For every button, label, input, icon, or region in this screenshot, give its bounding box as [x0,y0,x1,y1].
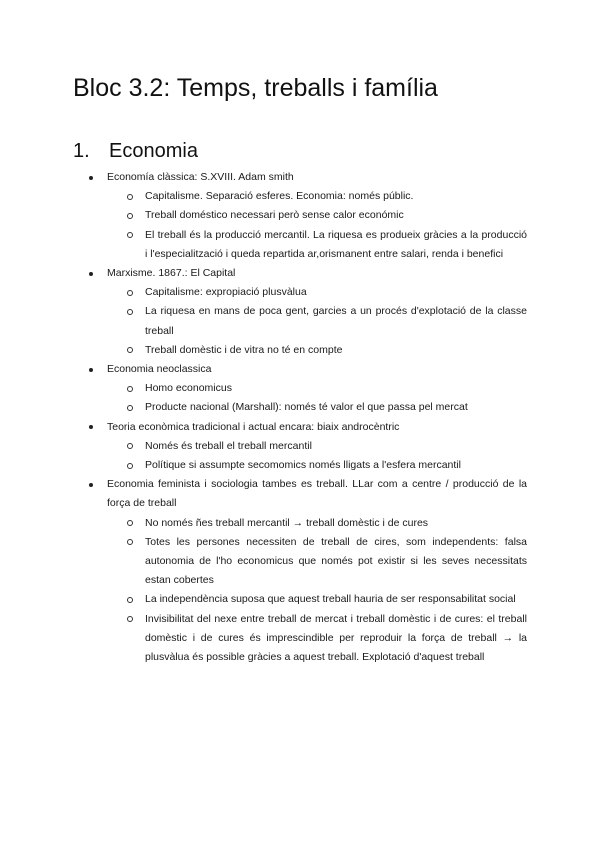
section-title: Economia [109,140,198,162]
sub-list-item: Capitalisme: expropiació plusvàlua [0,283,527,302]
list-item: Economía clàssica: S.XVIII. Adam smith [0,168,527,187]
bullet-list [0,168,600,667]
sub-list-item: Homo economicus [0,379,527,398]
sub-list-item: Producte nacional (Marshall): només té valor el que passa pel mercat [0,398,527,417]
sub-list-item: La independència suposa que aquest treball hauria de ser responsabilitat social [0,590,527,609]
sub-list-item: El treball és la producció mercantil. La riquesa es produeix gràcies a la producció i l'especialització i queda repartida ar,orismanent entre salari, renda i benefici [0,226,527,264]
sub-list-item: Treball doméstico necessari però sense calor económic [0,206,527,225]
sub-list-item: La riquesa en mans de poca gent, garcies a un procés d'explotació de la classe treball [0,302,527,340]
section-heading [73,138,198,164]
sub-list-item: Només és treball el treball mercantil [0,437,527,456]
sub-list-item: Capitalisme. Separació esferes. Economia: només públic. [0,187,527,206]
list-item: Economia neoclassica [0,360,527,379]
sub-list-item: Polítique si assumpte secomomics només lligats a l'esfera mercantil [0,456,527,475]
list-item: Teoria econòmica tradicional i actual encara: biaix androcèntric [0,418,527,437]
sub-list-item: Totes les persones necessiten de treball de cires, som independents: falsa autonomia de l'ho economicus que només pot existir si les seves necessitats estan cobertes [0,533,527,591]
page-title: Bloc 3.2: Temps, treballs i família [73,74,438,102]
list-item: Economia feminista i sociologia tambes es treball. LLar com a centre / producció de la força de treball [0,475,527,513]
sub-list-item: Invisibilitat del nexe entre treball de mercat i treball domèstic i de cures: el treball domèstic i de cures és imprescindible per reproduir la força de treball → la plusvàlua és possible gràcies a aquest treball. Explotació d'aquest treball [0,610,527,668]
sub-list-item: Treball domèstic i de vitra no té en compte [0,341,527,360]
section-number: 1. [73,140,90,162]
list-item: Marxisme. 1867.: El Capital [0,264,527,283]
sub-list-item: No només ñes treball mercantil → treball domèstic i de cures [0,514,527,533]
